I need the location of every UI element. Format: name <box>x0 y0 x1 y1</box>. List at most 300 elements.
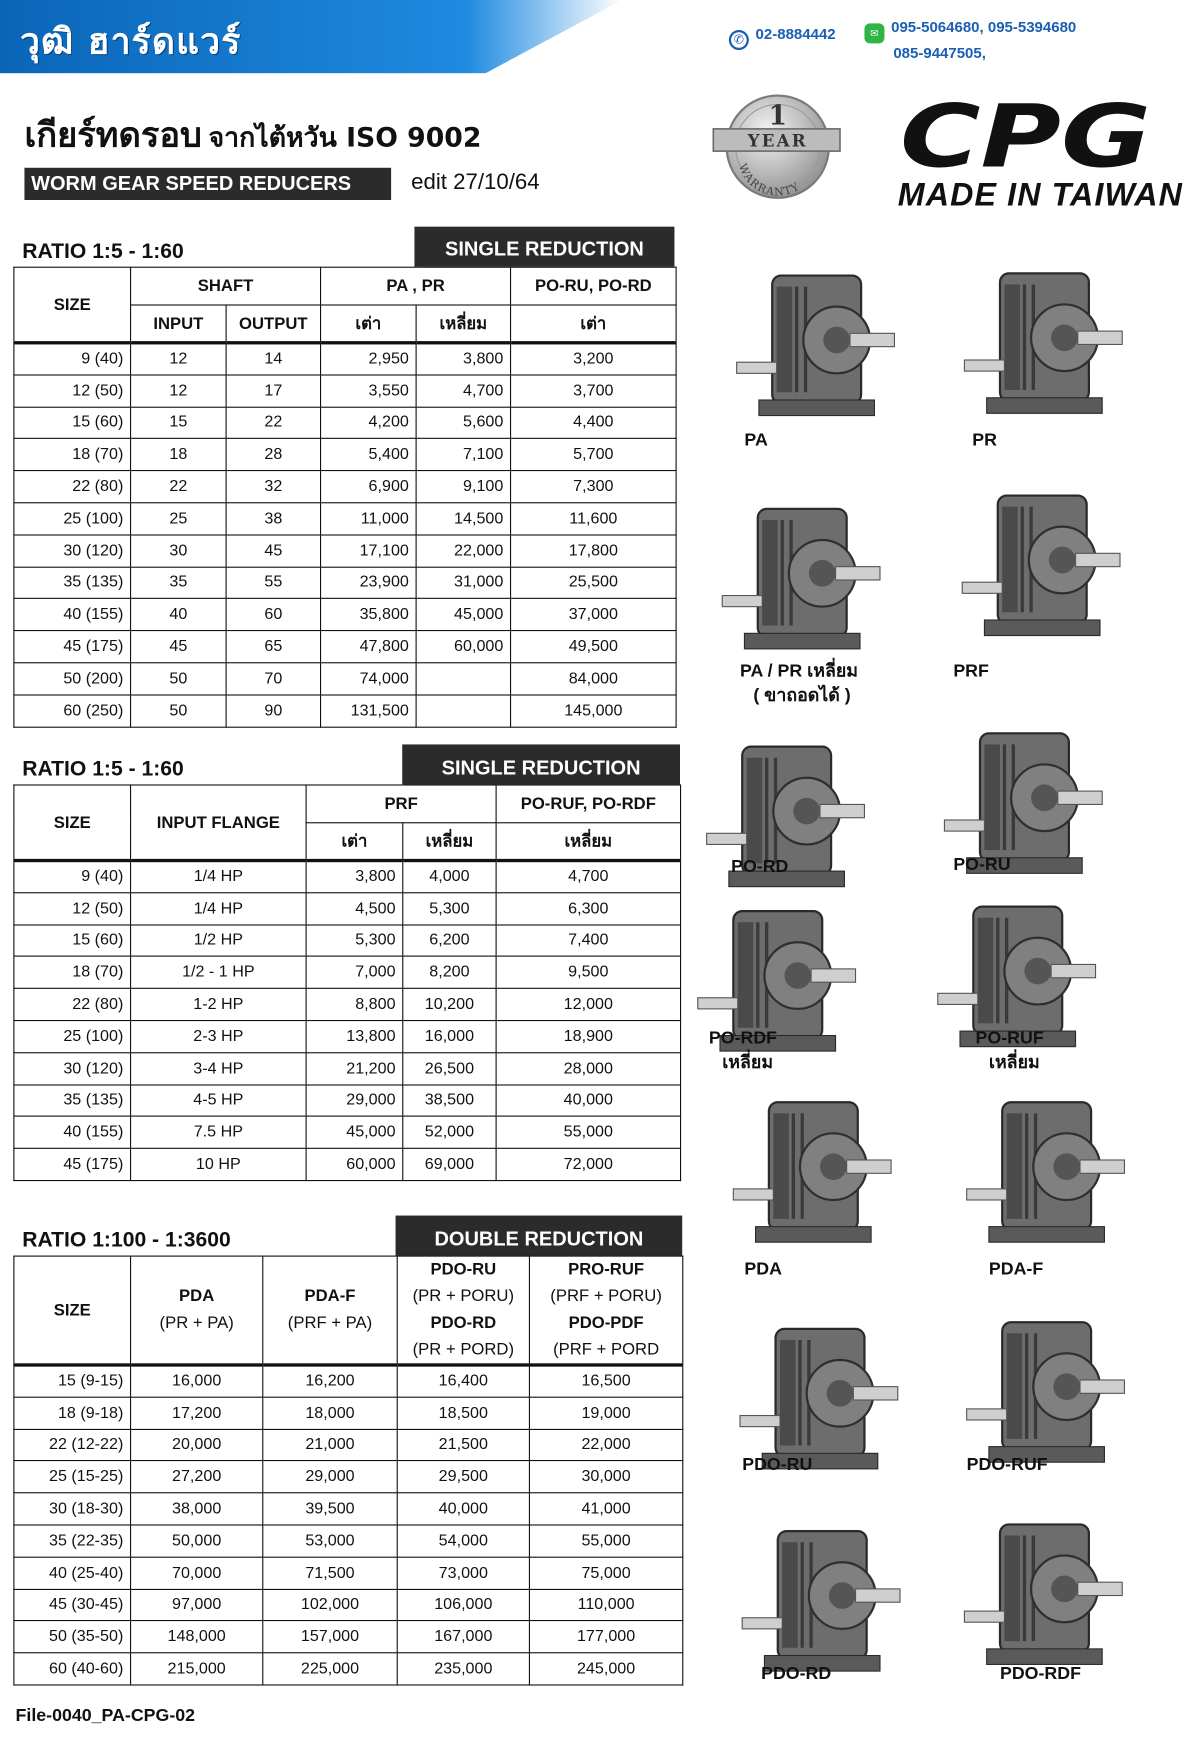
table-row <box>14 407 676 439</box>
table-cell: 11,000 <box>321 503 417 535</box>
phone-number: 02-8884442 <box>755 25 836 43</box>
table-cell: 16,400 <box>397 1365 529 1397</box>
table-cell <box>416 663 510 695</box>
product-label-text: PRF <box>953 662 989 682</box>
table-cell: 25 (15-25) <box>14 1461 131 1493</box>
table-cell: 17,800 <box>511 535 677 567</box>
page-title <box>24 107 481 163</box>
table-cell: 13,800 <box>306 1021 403 1053</box>
table-cell: 69,000 <box>403 1149 496 1181</box>
table-cell: 17 <box>226 375 320 407</box>
t1-h-shaft: SHAFT <box>131 267 321 305</box>
table-row <box>14 1085 681 1117</box>
table-cell: 15 <box>131 407 227 439</box>
table-cell: 47,800 <box>321 631 417 663</box>
product-label-text: PDO-RD <box>761 1664 832 1684</box>
table-cell: 167,000 <box>397 1621 529 1653</box>
table-row <box>14 471 676 503</box>
table-cell: 40 (25-40) <box>14 1557 131 1589</box>
table-cell: 11,600 <box>511 503 677 535</box>
table-cell: 50,000 <box>131 1525 263 1557</box>
product-label-note: ( ขาถอดได้ ) <box>753 686 851 706</box>
table2 <box>13 784 681 1181</box>
table-cell <box>416 695 510 727</box>
table-cell: 50 (200) <box>14 663 131 695</box>
t3-h-pro2-sub: (PRF + PORD <box>553 1339 660 1359</box>
table-cell: 40 (155) <box>14 1117 131 1149</box>
table-cell: 9 (40) <box>14 861 131 893</box>
table-cell: 21,200 <box>306 1053 403 1085</box>
table-cell: 15 (60) <box>14 407 131 439</box>
table-cell: 45 (30-45) <box>14 1589 131 1621</box>
product-label <box>744 1258 782 1282</box>
table-cell: 45,000 <box>306 1117 403 1149</box>
table-cell: 15 (60) <box>14 925 131 957</box>
table-cell: 5,300 <box>306 925 403 957</box>
product-label-text: PDA <box>744 1259 782 1279</box>
gear-reducer-image <box>724 1080 935 1258</box>
table-cell: 22,000 <box>416 535 510 567</box>
table-row <box>14 957 681 989</box>
product-label <box>744 429 767 453</box>
t2-h-steel2: เหลี่ยม <box>496 823 680 861</box>
product-label-text: PA <box>744 431 768 450</box>
table-cell: 10,200 <box>403 989 496 1021</box>
table-cell: 53,000 <box>263 1525 397 1557</box>
table-cell: 7,300 <box>511 471 677 503</box>
table-cell: 75,000 <box>529 1557 682 1589</box>
table-cell: 7,400 <box>496 925 680 957</box>
table-row <box>14 1525 683 1557</box>
table-cell: 102,000 <box>263 1589 397 1621</box>
table-row <box>14 695 676 727</box>
table-cell: 3,800 <box>306 861 403 893</box>
table-cell: 9,100 <box>416 471 510 503</box>
table-cell: 45,000 <box>416 599 510 631</box>
product-label-text: PO-RD <box>731 857 789 877</box>
table-cell: 19,000 <box>529 1397 682 1429</box>
gear-reducer-image <box>713 487 924 665</box>
table-cell: 4,400 <box>511 407 677 439</box>
table-cell: 7.5 HP <box>131 1117 307 1149</box>
product-label <box>709 1027 777 1076</box>
table-cell: 10 HP <box>131 1149 307 1181</box>
table-cell: 60 (250) <box>14 695 131 727</box>
table-cell: 30 (18-30) <box>14 1493 131 1525</box>
table-cell: 30,000 <box>529 1461 682 1493</box>
table-cell: 8,200 <box>403 957 496 989</box>
t3-h-pdo2: PDO-RD <box>430 1313 497 1333</box>
table-cell: 9 (40) <box>14 343 131 375</box>
table-cell: 215,000 <box>131 1653 263 1685</box>
table-row <box>14 343 676 375</box>
table-cell: 28 <box>226 439 320 471</box>
table-cell: 49,500 <box>511 631 677 663</box>
table-cell: 50 (35-50) <box>14 1621 131 1653</box>
table-row <box>14 1365 683 1397</box>
table-cell: 110,000 <box>529 1589 682 1621</box>
product-label <box>761 1662 831 1686</box>
t3-h-pro1-sub: (PRF + PORU) <box>550 1286 662 1306</box>
table-cell: 4,700 <box>496 861 680 893</box>
table-cell: 145,000 <box>511 695 677 727</box>
table-row <box>14 1461 683 1493</box>
seal-number: 1 <box>768 100 788 132</box>
t1-h-cast: เต่า <box>321 305 417 343</box>
product-label <box>731 856 788 880</box>
table-cell: 18 <box>131 439 227 471</box>
table-cell: 3,700 <box>511 375 677 407</box>
table-cell: 2-3 HP <box>131 1021 307 1053</box>
table-row <box>14 631 676 663</box>
table-row <box>14 663 676 695</box>
table-cell: 38,000 <box>131 1493 263 1525</box>
table-cell: 245,000 <box>529 1653 682 1685</box>
table-row <box>14 861 681 893</box>
table-cell: 55,000 <box>496 1117 680 1149</box>
table-row <box>14 599 676 631</box>
table-cell: 22 <box>226 407 320 439</box>
table-cell: 16,000 <box>131 1365 263 1397</box>
table-cell: 31,000 <box>416 567 510 599</box>
product-label-text: PDO-RDF <box>999 1664 1081 1684</box>
table-cell: 9,500 <box>496 957 680 989</box>
table-cell: 3,550 <box>321 375 417 407</box>
mobile-numbers-1: 095-5064680, 095-5394680 <box>891 18 1077 36</box>
product-label <box>742 1453 812 1477</box>
table-cell: 50 <box>131 663 227 695</box>
table-cell: 73,000 <box>397 1557 529 1589</box>
brand-name: วุฒิ ฮาร์ดแวร์ <box>19 19 242 63</box>
table-cell: 15 (9-15) <box>14 1365 131 1397</box>
table-cell: 29,000 <box>263 1461 397 1493</box>
table-cell: 40 <box>131 599 227 631</box>
table-cell: 38 <box>226 503 320 535</box>
table-cell: 32 <box>226 471 320 503</box>
gear-reducer-image <box>733 1509 944 1687</box>
table-cell: 90 <box>226 695 320 727</box>
table-cell: 12 <box>131 375 227 407</box>
t1-h-pa-pr: PA , PR <box>321 267 511 305</box>
table-cell: 21,500 <box>397 1429 529 1461</box>
table-row <box>14 1557 683 1589</box>
table-cell: 23,900 <box>321 567 417 599</box>
table-cell: 74,000 <box>321 663 417 695</box>
product-label-text: PO-RUF <box>975 1028 1044 1048</box>
gear-reducer-image <box>958 1080 1169 1258</box>
gear-reducer-image <box>958 1300 1169 1478</box>
t3-h-pro2: PDO-PDF <box>568 1313 644 1333</box>
table-row <box>14 1621 683 1653</box>
table1 <box>13 267 676 728</box>
product-label-note: เหลี่ยม <box>722 1053 774 1073</box>
table-cell: 45 <box>131 631 227 663</box>
product-label <box>1000 1662 1081 1686</box>
category-tag: WORM GEAR SPEED REDUCERS <box>24 168 391 200</box>
table-cell: 2,950 <box>321 343 417 375</box>
gear-reducer-image <box>953 473 1164 651</box>
table-cell: 1/2 HP <box>131 925 307 957</box>
t2-h-flange: INPUT FLANGE <box>131 785 307 861</box>
title-main: เกียร์ทดรอบ <box>24 115 202 156</box>
table-cell: 148,000 <box>131 1621 263 1653</box>
table-cell: 14,500 <box>416 503 510 535</box>
table-row <box>14 893 681 925</box>
table-row <box>14 1149 681 1181</box>
table-cell: 35 (22-35) <box>14 1525 131 1557</box>
table-cell: 37,000 <box>511 599 677 631</box>
table-cell: 6,300 <box>496 893 680 925</box>
gear-reducer-image <box>956 1502 1167 1680</box>
table-cell: 12,000 <box>496 989 680 1021</box>
table-cell: 40,000 <box>397 1493 529 1525</box>
t2-h-cast: เต่า <box>306 823 403 861</box>
table-cell: 1/4 HP <box>131 893 307 925</box>
table-cell: 5,700 <box>511 439 677 471</box>
table-cell: 60 <box>226 599 320 631</box>
t3-h-pro1: PRO-RUF <box>568 1259 645 1279</box>
table-row <box>14 375 676 407</box>
table-cell: 26,500 <box>403 1053 496 1085</box>
table-cell: 40,000 <box>496 1085 680 1117</box>
table-row <box>14 1021 681 1053</box>
table-row <box>14 1589 683 1621</box>
line-chat-icon: ✉ <box>864 23 884 43</box>
t2-h-prf: PRF <box>306 785 496 823</box>
table-cell: 18,000 <box>263 1397 397 1429</box>
table-cell: 5,400 <box>321 439 417 471</box>
line-contact[interactable] <box>864 18 1076 62</box>
table-cell: 4-5 HP <box>131 1085 307 1117</box>
table-row <box>14 567 676 599</box>
file-reference: File-0040_PA-CPG-02 <box>15 1706 196 1726</box>
table-cell: 235,000 <box>397 1653 529 1685</box>
table-cell: 18 (70) <box>14 439 131 471</box>
table-cell: 70 <box>226 663 320 695</box>
table-cell: 18 (70) <box>14 957 131 989</box>
table-cell: 22 <box>131 471 227 503</box>
table-cell: 5,300 <box>403 893 496 925</box>
table-cell: 54,000 <box>397 1525 529 1557</box>
table-cell: 35 (135) <box>14 567 131 599</box>
logo-text: CPG <box>899 93 1152 176</box>
table-cell: 3-4 HP <box>131 1053 307 1085</box>
t3-h-pdo1-sub: (PR + PORU) <box>412 1286 515 1306</box>
t3-h-pdaf-sub: (PRF + PA) <box>287 1313 373 1333</box>
table-cell: 72,000 <box>496 1149 680 1181</box>
table-cell: 28,000 <box>496 1053 680 1085</box>
gear-reducer-image <box>728 253 939 431</box>
table-cell: 14 <box>226 343 320 375</box>
t1-h-steel: เหลี่ยม <box>416 305 510 343</box>
product-label <box>989 1258 1043 1282</box>
t3-h-pda-sub: (PR + PA) <box>159 1313 234 1333</box>
table-cell: 30 (120) <box>14 1053 131 1085</box>
seal-warranty: WARRANTY <box>735 161 803 199</box>
table-cell: 1-2 HP <box>131 989 307 1021</box>
table-cell: 35 <box>131 567 227 599</box>
t1-h-output: OUTPUT <box>226 305 320 343</box>
table-cell: 6,900 <box>321 471 417 503</box>
table-cell: 18,500 <box>397 1397 529 1429</box>
t1-h-cast2: เต่า <box>511 305 677 343</box>
table1-ratio: RATIO 1:5 - 1:60 <box>22 239 184 264</box>
product-label <box>953 853 1010 877</box>
table3-reduction: DOUBLE REDUCTION <box>396 1216 683 1256</box>
table-cell: 4,700 <box>416 375 510 407</box>
table-row <box>14 1653 683 1685</box>
t3-h-pdo1: PDO-RU <box>430 1259 497 1279</box>
table-cell: 4,500 <box>306 893 403 925</box>
t1-h-input: INPUT <box>131 305 227 343</box>
table-cell: 25 (100) <box>14 1021 131 1053</box>
table-cell: 41,000 <box>529 1493 682 1525</box>
cpg-logo <box>898 93 1156 175</box>
table-cell: 21,000 <box>263 1429 397 1461</box>
table-cell: 6,200 <box>403 925 496 957</box>
table-cell: 22 (12-22) <box>14 1429 131 1461</box>
table-cell: 157,000 <box>263 1621 397 1653</box>
table-cell: 38,500 <box>403 1085 496 1117</box>
table-row <box>14 1493 683 1525</box>
table-cell: 55 <box>226 567 320 599</box>
table-cell: 7,000 <box>306 957 403 989</box>
table-cell: 25 <box>131 503 227 535</box>
table-cell: 22,000 <box>529 1429 682 1461</box>
table-row <box>14 503 676 535</box>
table-cell: 16,200 <box>263 1365 397 1397</box>
table-cell: 4,000 <box>403 861 496 893</box>
table-cell: 40 (155) <box>14 599 131 631</box>
table-cell: 45 (175) <box>14 631 131 663</box>
t2-h-size: SIZE <box>14 785 131 861</box>
table-cell: 177,000 <box>529 1621 682 1653</box>
table-cell: 65 <box>226 631 320 663</box>
product-label-text: PDO-RUF <box>966 1455 1048 1475</box>
table-cell: 20,000 <box>131 1429 263 1461</box>
table-cell: 18 (9-18) <box>14 1397 131 1429</box>
table-cell: 27,200 <box>131 1461 263 1493</box>
product-label-text: PDO-RU <box>742 1455 813 1475</box>
phone-icon: ✆ <box>729 30 749 50</box>
table-cell: 12 <box>131 343 227 375</box>
table-cell: 50 <box>131 695 227 727</box>
product-label <box>972 429 997 453</box>
table-row <box>14 1397 683 1429</box>
mobile-numbers-2: 085-9447505, <box>893 44 986 62</box>
table-cell: 12 (50) <box>14 375 131 407</box>
table-cell: 60,000 <box>306 1149 403 1181</box>
product-label <box>967 1453 1048 1477</box>
table-cell: 22 (80) <box>14 989 131 1021</box>
table-cell: 1/4 HP <box>131 861 307 893</box>
product-label-note: เหลี่ยม <box>988 1053 1040 1073</box>
table-cell: 55,000 <box>529 1525 682 1557</box>
table-cell: 60,000 <box>416 631 510 663</box>
table-cell: 17,100 <box>321 535 417 567</box>
phone-contact[interactable] <box>729 24 836 50</box>
warranty-seal <box>711 91 842 202</box>
t2-h-steel: เหลี่ยม <box>403 823 496 861</box>
product-label-text: PO-RU <box>953 855 1011 875</box>
gear-reducer-image <box>956 251 1167 429</box>
table-cell: 35 (135) <box>14 1085 131 1117</box>
table-cell: 45 (175) <box>14 1149 131 1181</box>
table-cell: 71,500 <box>263 1557 397 1589</box>
table-cell: 25,500 <box>511 567 677 599</box>
table-cell: 29,000 <box>306 1085 403 1117</box>
table-row <box>14 1429 683 1461</box>
table-cell: 25 (100) <box>14 503 131 535</box>
table-cell: 30 (120) <box>14 535 131 567</box>
t3-h-pda: PDA <box>179 1286 215 1306</box>
table-cell: 12 (50) <box>14 893 131 925</box>
table-row <box>14 535 676 567</box>
table-cell: 22 (80) <box>14 471 131 503</box>
t3-h-pdo2-sub: (PR + PORD) <box>412 1339 515 1359</box>
table-cell: 8,800 <box>306 989 403 1021</box>
table-cell: 84,000 <box>511 663 677 695</box>
table1-reduction: SINGLE REDUCTION <box>414 227 674 267</box>
table-cell: 30 <box>131 535 227 567</box>
table-row <box>14 925 681 957</box>
gear-reducer-image <box>698 724 909 902</box>
t3-h-pdaf: PDA-F <box>304 1286 356 1306</box>
edit-date: edit 27/10/64 <box>411 169 540 195</box>
t1-h-size: SIZE <box>14 267 131 343</box>
table-cell: 7,100 <box>416 439 510 471</box>
table3 <box>13 1256 683 1686</box>
table-cell: 3,800 <box>416 343 510 375</box>
table-cell: 52,000 <box>403 1117 496 1149</box>
table-cell: 35,800 <box>321 599 417 631</box>
table-cell: 5,600 <box>416 407 510 439</box>
table-cell: 97,000 <box>131 1589 263 1621</box>
table-cell: 4,200 <box>321 407 417 439</box>
t3-h-size: SIZE <box>14 1256 131 1365</box>
table-cell: 131,500 <box>321 695 417 727</box>
table-cell: 16,000 <box>403 1021 496 1053</box>
product-label <box>976 1027 1044 1076</box>
t2-h-poruf: PO-RUF, PO-RDF <box>496 785 680 823</box>
table-cell: 60 (40-60) <box>14 1653 131 1685</box>
table-cell: 17,200 <box>131 1397 263 1429</box>
table-cell: 3,200 <box>511 343 677 375</box>
product-label <box>953 660 989 684</box>
table-cell: 39,500 <box>263 1493 397 1525</box>
table-cell: 70,000 <box>131 1557 263 1589</box>
table3-ratio: RATIO 1:100 - 1:3600 <box>22 1228 231 1253</box>
table-cell: 106,000 <box>397 1589 529 1621</box>
table-cell: 225,000 <box>263 1653 397 1685</box>
table-cell: 18,900 <box>496 1021 680 1053</box>
product-label-text: PR <box>972 431 997 450</box>
table-row <box>14 1117 681 1149</box>
table-cell: 16,500 <box>529 1365 682 1397</box>
t1-h-po: PO-RU, PO-RD <box>511 267 677 305</box>
product-label-text: PA / PR เหลี่ยม <box>739 662 858 682</box>
table-row <box>14 439 676 471</box>
product-label-text: PO-RDF <box>708 1028 778 1048</box>
product-label <box>740 660 858 709</box>
table-cell: 1/2 - 1 HP <box>131 957 307 989</box>
seal-year: YEAR <box>747 130 808 151</box>
table2-ratio: RATIO 1:5 - 1:60 <box>22 757 184 782</box>
title-sub: จากไต้หวัน ISO 9002 <box>208 122 482 154</box>
made-in-label: MADE IN TAIWAN <box>897 177 1184 214</box>
table-cell: 29,500 <box>397 1461 529 1493</box>
table-cell: 45 <box>226 535 320 567</box>
